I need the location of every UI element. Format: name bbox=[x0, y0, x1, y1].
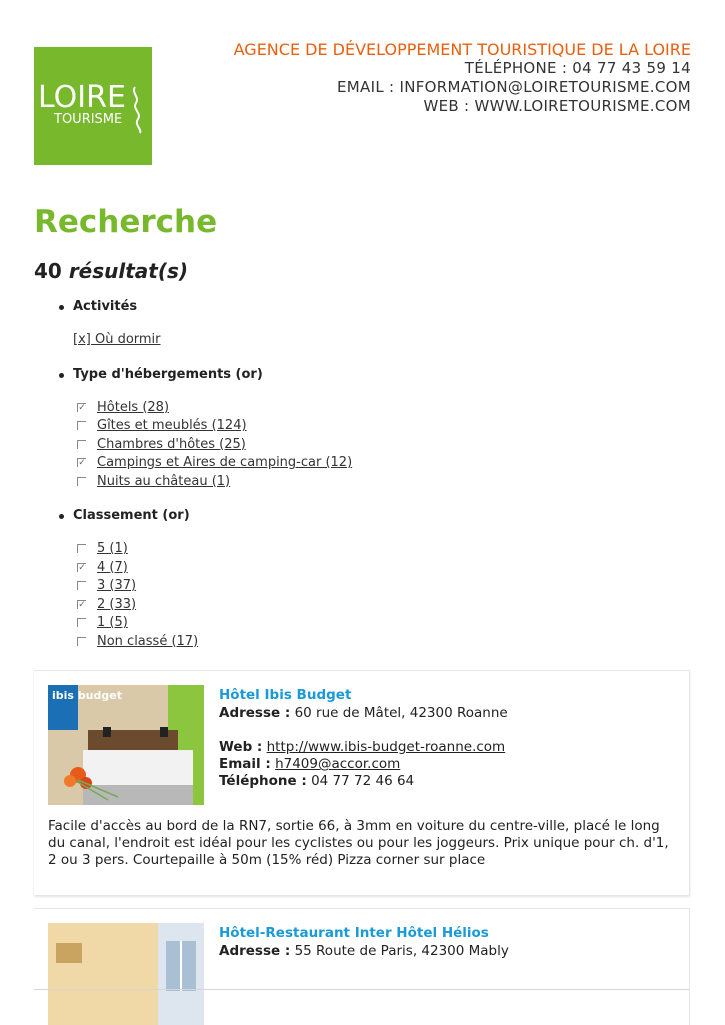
web-label: Web : bbox=[219, 739, 263, 755]
facet-title: Classement (or) bbox=[56, 507, 656, 525]
checkbox-icon[interactable] bbox=[77, 581, 86, 590]
result-count bbox=[34, 258, 188, 284]
facet-link[interactable]: Campings et Aires de camping-car (12) bbox=[97, 455, 353, 470]
facet-item[interactable] bbox=[56, 454, 656, 473]
agency-phone: TÉLÉPHONE : 04 77 43 59 14 bbox=[464, 59, 691, 77]
listing-email bbox=[219, 756, 679, 773]
facet-link-ou-dormir[interactable]: [x] Où dormir bbox=[73, 332, 161, 347]
address-label: Adresse : bbox=[219, 943, 291, 959]
facet-ranking bbox=[56, 507, 656, 651]
loire-tourisme-logo bbox=[34, 47, 152, 165]
checkbox-icon[interactable] bbox=[77, 544, 86, 553]
listing-description: Facile d'accès au bord de la RN7, sortie 66, à 3mm en voiture du centre-ville, placé le long du canal, l'endroit est idéal pour les cyclistes ou pour les joggeurs. Prix unique pour ch. d'1, 2 ou 3 pers. Courtepaille à 50m (15% réd) Pizza corner sur place bbox=[48, 818, 669, 868]
facet-item[interactable] bbox=[56, 540, 656, 559]
search-facets bbox=[56, 298, 656, 651]
facet-link[interactable]: 4 (7) bbox=[97, 559, 128, 575]
checkbox-icon[interactable] bbox=[77, 421, 86, 430]
email-label: Email : bbox=[219, 756, 271, 772]
listing-name[interactable]: Hôtel-Restaurant Inter Hôtel Hélios bbox=[219, 925, 489, 941]
facet-link[interactable]: 3 (37) bbox=[97, 578, 137, 593]
agency-web: WEB : WWW.LOIRETOURISME.COM bbox=[423, 97, 691, 115]
listing-photo bbox=[48, 685, 204, 805]
facet-item[interactable] bbox=[56, 559, 656, 578]
checkbox-icon[interactable] bbox=[77, 618, 86, 627]
photo-sign: ibis budget bbox=[52, 689, 122, 702]
facet-item[interactable] bbox=[56, 596, 656, 615]
checkbox-checked-icon[interactable]: ✓ bbox=[78, 402, 86, 413]
facet-item[interactable] bbox=[56, 331, 656, 350]
listing-card bbox=[34, 908, 690, 1025]
listing-info bbox=[219, 685, 679, 790]
facet-link[interactable]: Gîtes et meublés (124) bbox=[97, 418, 247, 433]
listing-name[interactable]: Hôtel Ibis Budget bbox=[219, 687, 352, 703]
checkbox-icon[interactable] bbox=[77, 440, 86, 449]
agency-name: AGENCE DE DÉVELOPPEMENT TOURISTIQUE DE LA LOIRE bbox=[233, 40, 691, 59]
facet-title: Type d'hébergements (or) bbox=[56, 366, 656, 384]
river-mark-icon bbox=[130, 85, 144, 135]
listing-info bbox=[219, 923, 679, 960]
hotel-room-photo-icon bbox=[48, 685, 204, 805]
facet-link[interactable]: Nuits au château (1) bbox=[97, 473, 231, 489]
facet-types bbox=[56, 366, 656, 492]
phone-value: 04 77 72 46 64 bbox=[311, 773, 415, 789]
facet-link[interactable]: Chambres d'hôtes (25) bbox=[97, 436, 246, 452]
checkbox-icon[interactable] bbox=[77, 477, 86, 486]
facet-item[interactable] bbox=[56, 577, 656, 596]
checkbox-checked-icon[interactable]: ✓ bbox=[78, 599, 86, 610]
page-title: Recherche bbox=[34, 204, 218, 240]
logo-word: LOIRE bbox=[38, 80, 126, 115]
facet-item[interactable] bbox=[56, 417, 656, 436]
facet-item[interactable] bbox=[56, 473, 656, 492]
facet-item[interactable] bbox=[56, 633, 656, 652]
logo-subtitle: TOURISME bbox=[54, 112, 123, 127]
facet-item[interactable] bbox=[56, 614, 656, 633]
facet-link[interactable]: 2 (33) bbox=[97, 596, 137, 612]
facet-link[interactable]: 1 (5) bbox=[97, 615, 128, 630]
facet-title: Activités bbox=[56, 298, 656, 316]
listing-address bbox=[219, 943, 679, 960]
address-value: 60 rue de Mâtel, 42300 Roanne bbox=[294, 705, 508, 721]
facet-link[interactable]: Non classé (17) bbox=[97, 633, 199, 649]
phone-label: Téléphone : bbox=[219, 773, 307, 789]
facet-activities bbox=[56, 298, 656, 350]
facet-list bbox=[56, 331, 656, 350]
checkbox-checked-icon[interactable]: ✓ bbox=[78, 458, 86, 468]
facet-item[interactable] bbox=[56, 436, 656, 455]
listing-phone bbox=[219, 773, 679, 790]
web-link[interactable]: http://www.ibis-budget-roanne.com bbox=[266, 739, 506, 755]
facet-link[interactable]: 5 (1) bbox=[97, 541, 128, 556]
agency-email: EMAIL : INFORMATION@LOIRETOURISME.COM bbox=[337, 78, 691, 96]
facet-link[interactable]: Hôtels (28) bbox=[97, 399, 170, 415]
listing-photo bbox=[48, 923, 204, 1025]
facet-list bbox=[56, 399, 656, 492]
facet-list bbox=[56, 540, 656, 651]
facet-item[interactable] bbox=[56, 399, 656, 418]
email-link[interactable]: h7409@accor.com bbox=[275, 756, 401, 772]
checkbox-icon[interactable] bbox=[77, 637, 86, 646]
listing-card bbox=[34, 670, 690, 895]
checkbox-checked-icon[interactable]: ✓ bbox=[78, 562, 86, 573]
address-label: Adresse : bbox=[219, 705, 291, 721]
listing-address bbox=[219, 705, 679, 722]
result-count-label: résultat(s) bbox=[68, 259, 189, 283]
result-count-number: 40 bbox=[34, 259, 62, 283]
address-value: 55 Route de Paris, 42300 Mably bbox=[294, 943, 509, 959]
agency-contact bbox=[234, 40, 691, 116]
listing-web bbox=[219, 739, 679, 756]
hotel-room-photo-icon bbox=[48, 923, 204, 1025]
